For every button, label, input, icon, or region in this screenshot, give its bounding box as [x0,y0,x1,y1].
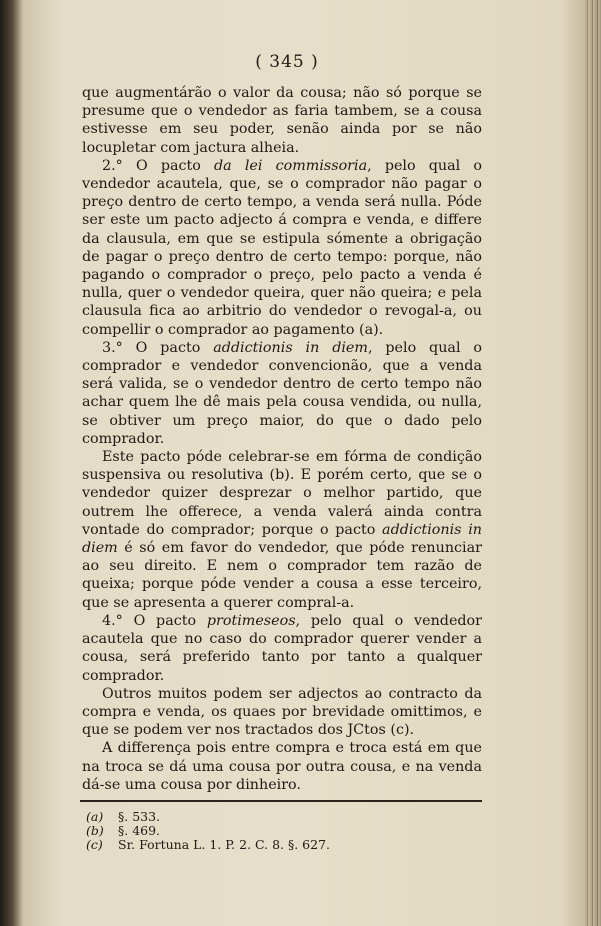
footnote-text: §. 469. [118,823,161,839]
text-run: Outros muitos podem ser adjectos ao contracto da compra e venda, os quaes por brevidade omittimos, e que se podem ver nos tractados dos JCtos (c). [82,685,482,739]
paragraph [82,739,482,794]
italic-term: addictionis in diem [213,339,368,356]
footnotes [82,810,482,853]
text-run: é só em favor do vendedor, que póde renunciar ao seu direito. E nem o comprador tem razão de queixa; porque póde vender a cousa a esse terceiro, que se apresenta a querer compral-a. [82,540,482,611]
page-edges [585,0,601,926]
text-run: 4.° O pacto [102,612,207,629]
printed-page [82,52,482,853]
text-run: que augmentárão o valor da cousa; não só porque se presume que o vendedor as faria tambem, se a cousa estivesse em seu poder, senão ainda por se não locupletar com jactura alheia. [82,85,482,156]
italic-term: addictionis in diem [82,521,483,557]
text-run: A differença pois entre compra e troca está em que na troca se dá uma cousa por outra cousa, e na venda dá-se uma cousa por dinheiro. [82,740,482,793]
paragraph [82,685,482,740]
footnote-text: Sr. Fortuna L. 1. P. 2. C. 8. §. 627. [118,837,331,853]
text-run: 2.° O pacto [102,157,215,174]
page-number: ( 345 ) [255,52,319,72]
text-run: Este pacto póde celebrar-se em fórma de condição suspensiva ou resolutiva (b). E porém certo, que se o vendedor quizer desprezar o melhor partido, que outrem lhe offerece, a venda valerá ainda contra vontade do comprador; porque o pacto [82,449,482,538]
footnote-rule [80,800,482,802]
body-text [82,84,482,794]
text-run: , pelo qual o vendedor acautela que no caso do comprador querer vender a cousa, será preferido tanto por tanto a qualquer comprador. [82,612,482,684]
paragraph [82,157,482,339]
italic-term: protimeseos [206,612,296,629]
paragraph [82,448,482,612]
binding-fold [0,0,20,926]
text-run: , pelo qual o vendedor acautela, que, se o comprador não pagar o preço dentro de certo tempo, a venda será nulla. Póde ser este um pacto adjecto á compra e venda, e differe da clausula, em que se estipula sómente a obrigação de pagar o preço dentro de certo tempo: porque, não pagando o comprador o preço, pelo pacto a venda é nulla, quer o vendedor queira, quer não queira; e pela clausula fica ao arbitrio do vendedor o revogal-a, ou compellir o comprador ao pagamento (a). [82,157,482,338]
footnote-mark: (b) [86,823,104,839]
footnote [86,824,482,838]
footnote-mark: (c) [86,837,103,853]
italic-term: da lei commissoria [214,157,368,174]
footnote [86,810,482,824]
footnote [86,838,482,852]
text-run: 3.° O pacto [102,339,214,356]
paragraph [82,612,482,685]
text-run: , pelo qual o comprador e vendedor convencionão, que a venda será valida, se o vendedor dentro de certo tempo não achar quem lhe dê mais pela cousa vendida, ou nulla, se obtiver um preço maior, do que o dado pelo comprador. [82,339,483,447]
paragraph [82,84,482,157]
paragraph [82,339,482,448]
footnote-mark: (a) [86,808,104,824]
footnote-text: §. 533. [118,808,161,824]
